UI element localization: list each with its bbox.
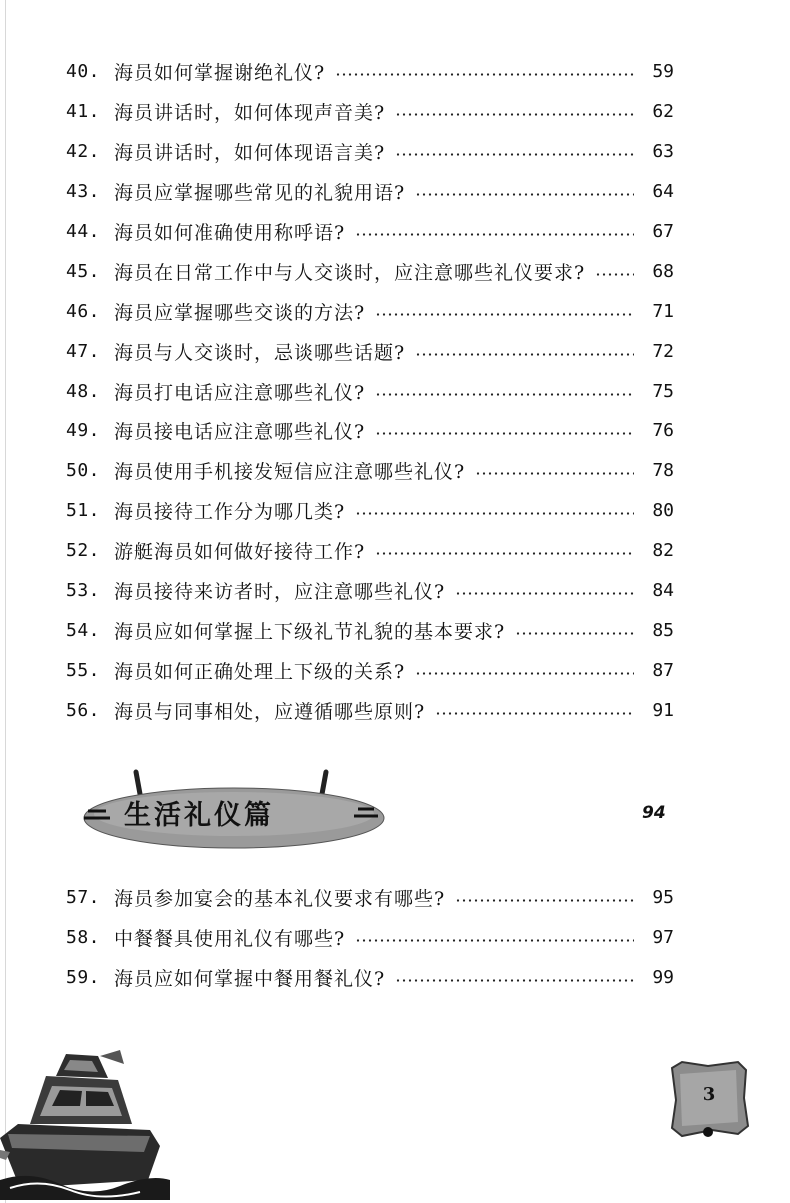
toc-entry-page: 72 — [652, 340, 674, 362]
page-number: 3 — [702, 1084, 716, 1105]
dot-leader — [395, 153, 634, 156]
toc-entry-number: 47. — [66, 340, 101, 362]
toc-entry-page: 78 — [652, 460, 674, 482]
toc-entry-number: 58. — [66, 927, 101, 949]
toc-entry[interactable] — [66, 918, 674, 958]
section-banner[interactable] — [74, 768, 404, 858]
toc-entry-number: 40. — [66, 61, 101, 83]
toc-entry-page: 85 — [652, 619, 674, 641]
toc-entry-number: 52. — [66, 540, 101, 562]
toc-entry[interactable] — [66, 531, 674, 571]
toc-entry-number: 59. — [66, 967, 101, 989]
toc-entry-title: 海员如何掌握谢绝礼仪? — [114, 62, 326, 85]
dot-leader — [355, 512, 634, 515]
dot-leader — [415, 193, 634, 196]
toc-entry-title: 海员应如何掌握上下级礼节礼貌的基本要求? — [114, 620, 506, 643]
dot-leader — [395, 113, 634, 116]
toc-entry-number: 46. — [66, 300, 101, 322]
toc-entry-title: 中餐餐具使用礼仪有哪些? — [114, 928, 346, 951]
section-page-number: 94 — [642, 803, 666, 823]
dot-leader — [375, 432, 634, 435]
toc-entry[interactable] — [66, 212, 674, 252]
toc-entry-page: 59 — [652, 61, 674, 83]
toc-entry-page: 95 — [652, 887, 674, 909]
toc-entry[interactable] — [66, 690, 674, 730]
dot-leader — [375, 313, 634, 316]
toc-entry[interactable] — [66, 251, 674, 291]
toc-entry-page: 67 — [652, 221, 674, 242]
toc-entry[interactable] — [66, 411, 674, 451]
toc-entry-number: 44. — [66, 221, 101, 242]
dot-leader — [455, 592, 634, 595]
toc-entry[interactable] — [66, 52, 674, 92]
toc-entry-number: 56. — [66, 699, 101, 721]
toc-entry[interactable] — [66, 571, 674, 611]
dot-leader — [515, 632, 634, 635]
toc-entry-page: 82 — [652, 540, 674, 562]
toc-entry-title: 海员讲话时，如何体现语言美? — [114, 142, 386, 165]
toc-entry-page: 75 — [652, 380, 674, 402]
dot-leader — [435, 712, 634, 715]
toc-entry-title: 海员讲话时，如何体现声音美? — [114, 102, 386, 125]
toc-entry[interactable] — [66, 878, 674, 918]
toc-entry-title: 海员与人交谈时，忌谈哪些话题? — [114, 341, 406, 364]
toc-entry-page: 99 — [652, 967, 674, 989]
toc-entry-title: 海员应掌握哪些常见的礼貌用语? — [114, 182, 406, 205]
toc-entry-title: 海员如何正确处理上下级的关系? — [114, 660, 406, 683]
dot-leader — [355, 233, 634, 236]
toc-entry[interactable] — [66, 291, 674, 331]
toc-entry-page: 62 — [652, 101, 674, 123]
toc-entry-page: 91 — [652, 699, 674, 721]
toc-entry-page: 64 — [652, 181, 674, 203]
dot-leader — [375, 393, 634, 396]
toc-entry[interactable] — [66, 491, 674, 531]
toc-entry-title: 海员接待工作分为哪几类? — [114, 501, 346, 524]
dot-leader — [595, 273, 634, 276]
toc-entry-page: 84 — [652, 580, 674, 602]
toc-entry-number: 49. — [66, 420, 101, 442]
toc-entry-title: 海员打电话应注意哪些礼仪? — [114, 381, 366, 404]
toc-entry-number: 54. — [66, 619, 101, 641]
toc-entry-title: 海员在日常工作中与人交谈时，应注意哪些礼仪要求? — [114, 261, 586, 284]
toc-entry-number: 42. — [66, 141, 101, 163]
toc-entry-number: 45. — [66, 260, 101, 282]
toc-entry-title: 海员接待来访者时，应注意哪些礼仪? — [114, 581, 446, 604]
toc-entry-title: 海员如何准确使用称呼语? — [114, 222, 346, 244]
boat-illustration — [0, 1020, 170, 1200]
toc-list-part2 — [66, 878, 674, 998]
toc-entry[interactable] — [66, 958, 674, 998]
toc-entry-title: 游艇海员如何做好接待工作? — [114, 541, 366, 564]
toc-entry-title: 海员应如何掌握中餐用餐礼仪? — [114, 968, 386, 991]
dot-leader — [395, 979, 634, 982]
toc-entry[interactable] — [66, 371, 674, 411]
toc-entry-title: 海员与同事相处，应遵循哪些原则? — [114, 700, 426, 723]
toc-entry[interactable] — [66, 331, 674, 371]
toc-entry-page: 97 — [652, 927, 674, 949]
toc-entry-number: 55. — [66, 659, 101, 681]
toc-entry[interactable] — [66, 92, 674, 132]
toc-entry[interactable] — [66, 172, 674, 212]
toc-entry-page: 68 — [652, 260, 674, 282]
toc-entry-title: 海员接电话应注意哪些礼仪? — [114, 421, 366, 444]
toc-entry-number: 43. — [66, 181, 101, 203]
toc-entry[interactable] — [66, 610, 674, 650]
toc-entry[interactable] — [66, 650, 674, 690]
dot-leader — [375, 552, 634, 555]
dot-leader — [475, 472, 634, 475]
toc-entry-page: 76 — [652, 420, 674, 442]
toc-entry-title: 海员使用手机接发短信应注意哪些礼仪? — [114, 461, 466, 484]
dot-leader — [415, 353, 634, 356]
dot-leader — [455, 899, 634, 902]
toc-entry[interactable] — [66, 132, 674, 172]
toc-entry-title: 海员应掌握哪些交谈的方法? — [114, 301, 366, 324]
dot-leader — [335, 73, 634, 76]
section-title: 生活礼仪篇 — [124, 800, 274, 831]
toc-entry-page: 71 — [652, 300, 674, 322]
toc-entry-number: 50. — [66, 460, 101, 482]
dot-leader — [415, 672, 634, 675]
toc-entry[interactable] — [66, 451, 674, 491]
toc-entry-number: 48. — [66, 380, 101, 402]
dot-leader — [355, 939, 634, 942]
toc-entry-number: 53. — [66, 580, 101, 602]
toc-entry-page: 80 — [652, 500, 674, 522]
toc-entry-page: 63 — [652, 141, 674, 163]
toc-entry-number: 57. — [66, 887, 101, 909]
toc-entry-title: 海员参加宴会的基本礼仪要求有哪些? — [114, 888, 446, 911]
toc-entry-number: 51. — [66, 500, 101, 522]
toc-list-part1 — [66, 52, 674, 730]
toc-entry-number: 41. — [66, 101, 101, 123]
page-number-tag — [668, 1060, 750, 1140]
toc-entry-page: 87 — [652, 659, 674, 681]
